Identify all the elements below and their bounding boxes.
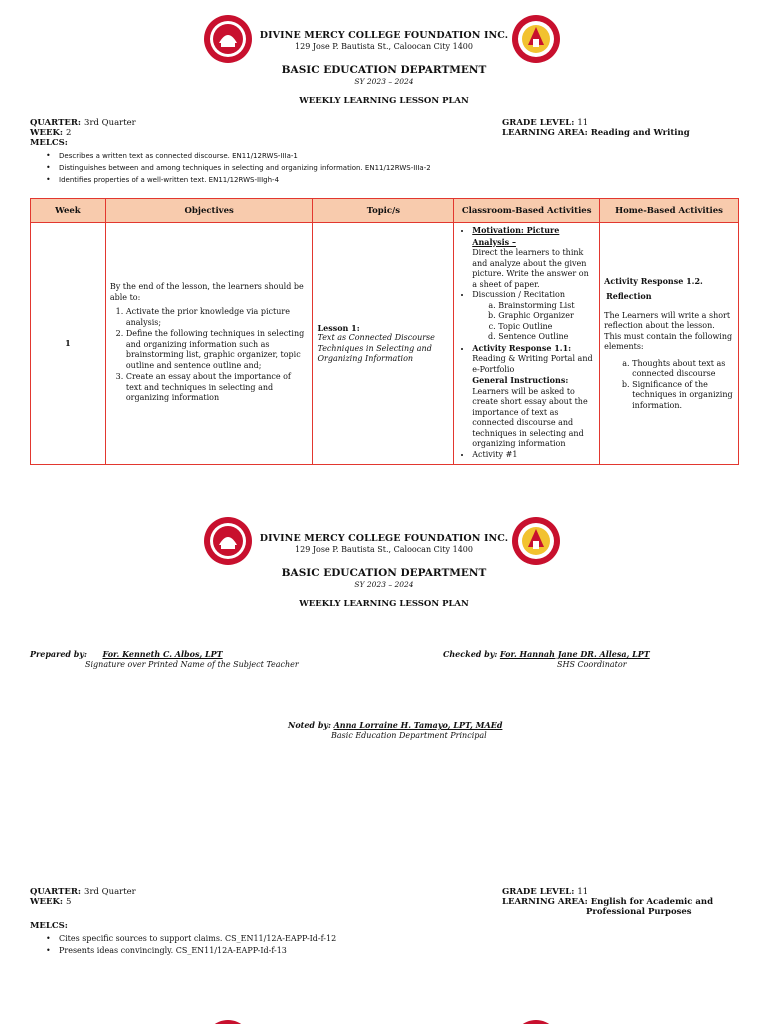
melc-item: • Identifies properties of a well-written text. EN11/12RWS-IIIgh-4	[44, 174, 431, 186]
basic-education-seal-logo	[509, 1018, 563, 1024]
melcs-list	[44, 150, 431, 186]
melc-item: • Distinguishes between and among techniques in selecting and organizing information. EN11/12RWS-IIIa-2	[44, 162, 431, 174]
school-year: SY 2023 – 2024	[354, 580, 414, 589]
melcs-label: MELCS:	[30, 138, 68, 148]
noted-by-block: Noted by: Anna Lorraine H. Tamayo, LPT, MAEd	[288, 720, 503, 730]
checked-by-block: Checked by: For. Hannah Jane DR. Allesa, LPT	[443, 649, 650, 659]
lesson-plan-table	[30, 198, 739, 465]
college-seal-logo	[201, 1018, 255, 1024]
melc-item: • Describes a written text as connected discourse. EN11/12RWS-IIIa-1	[44, 150, 431, 162]
objective-item: 1. Activate the prior knowledge via picture analysis;	[126, 307, 309, 328]
quarter-info: QUARTER: 3rd Quarter WEEK: 5	[30, 887, 136, 907]
quarter-info: QUARTER: 3rd Quarter WEEK: 2 MELCS:	[30, 118, 136, 148]
plan-title: WEEKLY LEARNING LESSON PLAN	[299, 96, 469, 106]
col-week: Week	[31, 199, 106, 223]
melc-item: • Cites specific sources to support claims. CS_EN11/12A-EAPP-Id-f-12	[44, 933, 336, 945]
prepared-by-block: Prepared by: For. Kenneth C. Albos, LPT	[30, 649, 223, 659]
department-title: BASIC EDUCATION DEPARTMENT	[281, 567, 487, 579]
prepared-role: Signature over Printed Name of the Subject Teacher	[85, 660, 299, 669]
checked-role: SHS Coordinator	[557, 660, 627, 669]
table-row	[31, 223, 739, 465]
home-cell: Activity Response 1.2. Reflection The Learners will write a short reflection about the lesson. This must contain the following elements: a. Thoughts about text as connected discourse b. Significance of the techniques in organizing information.	[600, 223, 739, 465]
melcs-label: MELCS:	[30, 921, 68, 931]
department-title: BASIC EDUCATION DEPARTMENT	[281, 64, 487, 76]
school-name: DIVINE MERCY COLLEGE FOUNDATION INC.	[259, 533, 509, 544]
col-topics: Topic/s	[313, 199, 454, 223]
col-objectives: Objectives	[105, 199, 313, 223]
objective-item: 2. Define the following techniques in selecting and organizing information such as brainstorming list, graphic organizer, topic outline and sentence outline and;	[126, 329, 309, 371]
classroom-cell: • Motivation: Picture Analysis – Direct the learners to think and analyze about the given picture. Write the answer on a sheet of paper. • Discussion / Recitation a. Brainstorming List b. Graphic Organizer c. Topic Outline d. Sentence Outline • Activity Response 1.1: Reading & Writing Portal and e-Portfolio General Instructions: Learners will be asked to create short essay about the importance of text as connected discourse and techniques in selecting and organizing information • Activity #1	[454, 223, 600, 465]
school-year: SY 2023 – 2024	[354, 77, 414, 86]
noted-role: Basic Education Department Principal	[331, 731, 487, 740]
col-home: Home-Based Activities	[600, 199, 739, 223]
objective-item: 3. Create an essay about the importance of text and techniques in selecting and organizing information	[126, 372, 309, 404]
objectives-cell: By the end of the lesson, the learners should be able to: 1. Activate the prior knowledge via picture analysis; 2. Define the following techniques in selecting and organizing information such as brainstorming list, graphic organizer, topic outline and sentence outline and; 3. Create an essay about the importance of text and techniques in selecting and organizing information	[105, 223, 313, 465]
school-address: 129 Jose P. Bautista St., Caloocan City 1400	[295, 42, 473, 51]
grade-info: GRADE LEVEL: 11 LEARNING AREA: Reading and Writing	[502, 118, 690, 138]
grade-info: GRADE LEVEL: 11 LEARNING AREA: English for Academic and Professional Purposes	[502, 887, 714, 917]
school-address: 129 Jose P. Bautista St., Caloocan City 1400	[295, 545, 473, 554]
col-classroom: Classroom-Based Activities	[454, 199, 600, 223]
melcs-list	[44, 933, 336, 957]
topic-cell: Lesson 1: Text as Connected Discourse Techniques in Selecting and Organizing Information	[313, 223, 454, 465]
melc-item: • Presents ideas convincingly. CS_EN11/12A-EAPP-Id-f-13	[44, 945, 336, 957]
plan-title: WEEKLY LEARNING LESSON PLAN	[299, 599, 469, 609]
table-header-row	[31, 199, 739, 223]
week-cell: 1	[31, 223, 106, 465]
school-name: DIVINE MERCY COLLEGE FOUNDATION INC.	[259, 30, 509, 41]
